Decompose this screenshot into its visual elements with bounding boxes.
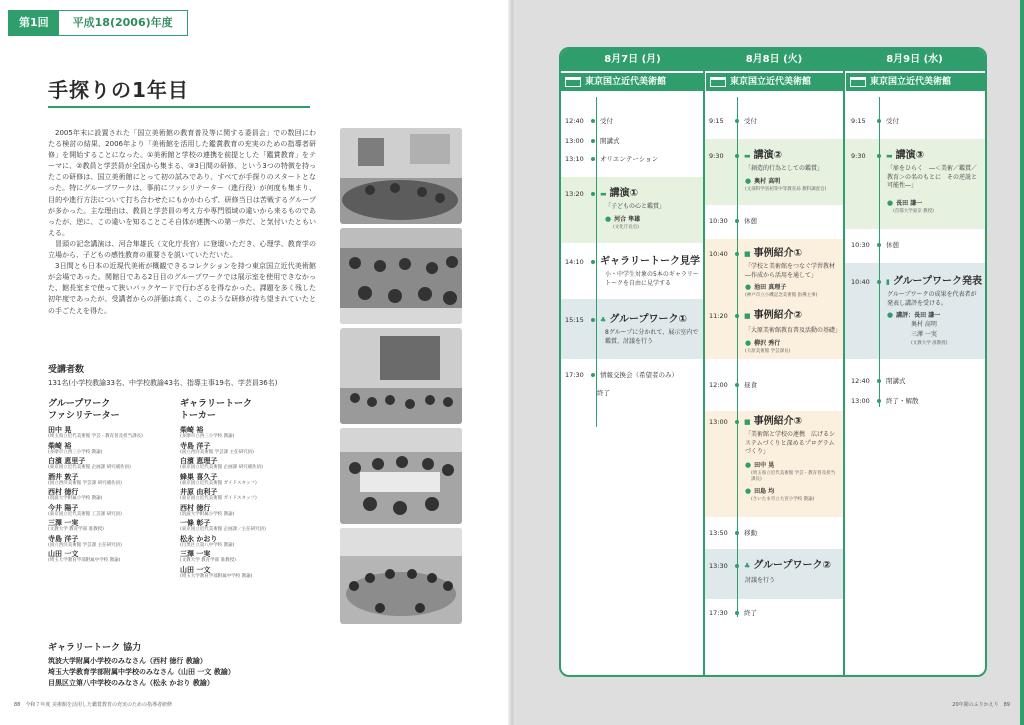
person-name: 西村 徳行 (48, 488, 79, 496)
reviewer-affiliation: (文教大学 准教授) (911, 341, 948, 346)
presentation-desc: グループワークの成果を代表者が発表し講評を受ける。 (887, 291, 977, 307)
person-name: 松永 かおり (180, 534, 218, 543)
person-affiliation: (多摩市立西三小学校 教諭) (48, 449, 103, 455)
person-name: 蜂巣 喜久子 (180, 472, 218, 481)
person-name: 井原 由利子 (180, 488, 218, 496)
groupwork-photo (340, 428, 462, 524)
gallery-talk: 14:10 ギャラリートーク見学 (565, 256, 700, 267)
attendees-heading: 受講者数 (48, 365, 85, 375)
person-name: 今井 陽子 (48, 503, 79, 512)
person-icon: ● (605, 215, 612, 223)
page-edge-tab (1020, 0, 1024, 725)
event-row: 10:30 休憩 (709, 217, 757, 225)
speaker: ● 長田 謙一 (887, 199, 923, 207)
speaker-affiliation: (文部科学省初等中等教育局 教科調査官) (745, 187, 827, 192)
timeline-line (737, 97, 738, 617)
page-footer-left: 88 今和７年度 美術館を活用した鑑賞教育の充実のための指導者研修 (14, 702, 172, 708)
case-study-1: 10:40 ■ 事例紹介① (709, 248, 803, 259)
person-affiliation: (東京国立近代美術館 工芸課 研究員) (48, 511, 122, 517)
chart-icon: ▮ (886, 278, 890, 286)
day-header-1: 8月7日 (月) (561, 49, 704, 71)
speaker-affiliation: (大原美術館 学芸課長) (745, 349, 791, 354)
lecture-photo (340, 228, 462, 324)
event-row: 12:40 受付 (565, 117, 613, 125)
paragraph: 冒頭の記念講演は、河合隼雄氏（文化庁長官）に登壇いただき、心理学、教育学の立場から、子どもの感性教育の重要さを説いていただいた。 (48, 239, 316, 260)
book-icon: ■ (744, 250, 751, 258)
museum-icon (565, 77, 581, 87)
person-name: 山田 一文 (48, 550, 79, 558)
event-row: 12:00 昼食 (709, 381, 757, 389)
person-icon: ● (745, 339, 752, 347)
case-study-2: 11:20 ■ 事例紹介② (709, 310, 803, 321)
person-name: 寺島 洋子 (180, 441, 211, 450)
schedule-table (559, 47, 987, 677)
event-row: 9:15 受付 (709, 117, 757, 125)
speech-icon: ▬ (600, 190, 607, 198)
lecture-title: 「扉をひらく ―＜美術／鑑賞／教育＞の名のもとに その逆説と可能性―」 (887, 165, 978, 189)
person-name: 柴崎 裕 (180, 426, 204, 434)
presentation: 10:40 ▮ グループワーク発表 (851, 276, 983, 287)
case-study-3: 13:00 ■ 事例紹介③ (709, 416, 803, 427)
groupwork-block (705, 549, 843, 599)
session-tag (8, 10, 188, 36)
speaker: ● 河合 隼雄 (605, 215, 641, 223)
person-name: 一條 彰子 (180, 519, 211, 527)
lecture-title: 「創造的行為としての鑑賞」 (745, 165, 824, 172)
day-header-2: 8月8日 (火) (704, 49, 844, 71)
person-name: 白濱 恵理子 (180, 457, 218, 465)
page-footer-right: 20年間のふりかえり 89 (952, 702, 1010, 708)
session-number: 第1回 (9, 11, 59, 35)
person-affiliation: (国立西洋美術館 学芸課 主任研究員) (48, 542, 122, 548)
speaker-affiliation: (首都大学東京 教授) (893, 209, 934, 214)
speech-icon: ▬ (744, 152, 751, 160)
person-name: 田中 晃 (48, 426, 72, 434)
person-icon: ● (887, 311, 894, 319)
person-affiliation: (東京国立近代美術館 ガイドスタッフ) (180, 496, 257, 501)
person-affiliation: (筑波大学附属小学校 教諭) (48, 496, 103, 501)
person-icon: ● (745, 177, 752, 185)
discussion-photo (340, 528, 462, 624)
person-affiliation: (埼玉大学教育学部附属中学校 教諭) (180, 573, 253, 579)
workshop-photo (340, 128, 462, 224)
gallery-talk-desc: 小・中学生対象の5本のギャラリートークを自由に見学する (605, 271, 699, 287)
gallery-talkers-heading: ギャラリートーク トーカー (180, 399, 253, 421)
timeline-line (879, 97, 880, 407)
person-name: 白濱 恵里子 (48, 457, 86, 465)
person-affiliation: (東京国立近代美術館 企画課 研究補佐員) (180, 465, 263, 470)
groupwork-desc: 討議を行う (745, 577, 776, 584)
page-gutter (508, 0, 516, 725)
person-affiliation: (文教大学 教育学部 准教授) (180, 558, 236, 563)
paragraph: 3日間とも日本の近現代美術が概観できるコレクションを持つ東京国立近代美術館が会場であった。関館日である2日目のグループワークでは展示室を使用できなかった、館長室まで使って狭いバックヤードで行わざるを得なかった。課題を多く残した初年度であったが、受講者からの評価は高く、このような研修が待ち望まれていたとの手ごたえを得た。 (48, 262, 316, 315)
case-study-title: 「大原美術館教育普及活動の基礎」 (745, 327, 842, 334)
person-affiliation: (東京国立近代美術館 企画課／主任研究員) (180, 527, 266, 532)
groupwork-desc: 8グループに分かれて、展示室内で鑑賞、討議を行う (605, 329, 699, 345)
museum-icon (710, 77, 726, 87)
session-year: 平成18(2006)年度 (59, 11, 187, 35)
event-row: 13:50 移動 (709, 529, 757, 537)
speaker: ● 池田 真理子 (745, 283, 787, 291)
day-header-3: 8月9日 (水) (844, 49, 985, 71)
person-affiliation: (筑波大学附属小学校 教諭) (180, 511, 235, 517)
event-row: 13:00 終了・解散 (851, 397, 919, 405)
venue-label-1: 東京国立近代美術館 (561, 73, 704, 91)
event-row: 10:30 休憩 (851, 241, 899, 249)
event-row: 12:40 閉講式 (851, 377, 906, 385)
group-icon: ♣ (744, 562, 751, 570)
event-row: 17:30 情報交換会（希望者のみ） (565, 371, 678, 379)
attendees-count: 131名(小学校教諭33名、中学校教諭43名、指導主事19名、学芸員36名) (48, 379, 278, 387)
person-affiliation: (埼玉県立近代美術館 学芸・教育普及担当課長) (48, 434, 143, 439)
facilitators-heading: グループワーク ファシリテーター (48, 399, 120, 421)
speaker-affiliation: (さいたま市立大宮小学校 教諭) (751, 497, 815, 502)
person-icon: ● (745, 283, 752, 291)
person-name: 山田 一文 (180, 565, 211, 574)
person-affiliation: (目黒区立第八中学校 教諭) (180, 542, 235, 548)
person-name: 三澤 一実 (48, 519, 79, 527)
speech-icon: ▬ (886, 152, 893, 160)
person-name: 柴崎 裕 (48, 441, 72, 450)
person-affiliation: (多摩市立西三小学校 教諭) (180, 434, 235, 439)
person-icon: ● (887, 199, 894, 207)
person-name: 寺島 洋子 (48, 534, 79, 543)
person-affiliation: (文教大学 教育学部 准教授) (48, 527, 104, 532)
paragraph: 2005年末に設置された「国立美術館の教育普及等に関する委員会」での数回にわたる検討の結果、2006年より「美術館を活用した鑑賞教育の充実のための指導者研修」を開始することになった。①美術館と学校の連携を前提とした「鑑賞教育」をテーマに、②教員と学芸員が全国から集まる、③3日間の研修、という3つの特徴を持ったこの研修は、国立美術館にとって初の試みであり、すべてが手探りのスタートとなった。特にグループワークは、事前にファシリテーター（進行役）が何度も集まり、目的や進行方法について打ち合わせたにもかかわらず、研修当日は苦戦するグループが多かった。主な理由は、教員と学芸員の考え方や専門領域の違いから来るものであったが、逆に、この違いを知ることこそ自体が連携への第一歩だ、と気付いたともいえる。 (48, 129, 316, 237)
lecture-3: 9:30 ▬ 講演③ (851, 150, 925, 161)
person-affiliation: (東京国立近代美術館 企画課 研究補佐員) (48, 465, 131, 470)
group-icon: ♣ (600, 316, 607, 324)
event-row: 9:15 受付 (851, 117, 899, 125)
museum-icon (850, 77, 866, 87)
groupwork-2: 13:30 ♣ グループワーク② (709, 560, 831, 571)
person-affiliation: (国立西洋美術館 学芸課 主任研究員) (180, 449, 254, 455)
gallery-photo (340, 328, 462, 424)
cooperation-item: 目黒区立第八中学校のみなさん（松永 かおり 教諭） (48, 679, 214, 687)
cooperation-item: 埼玉大学教育学部附属中学校のみなさん（山田 一文 教諭） (48, 668, 235, 676)
groupwork-1: 15:15 ♣ グループワーク① (565, 314, 687, 325)
lecture-1: 13:20 ▬ 講演① (565, 188, 639, 199)
case-study-title: 「学校と美術館をつなぐ学習教材―作成から活用を通して」 (745, 263, 836, 279)
page-title: 手探りの1年目 (48, 78, 189, 102)
event-row: 13:10 オリエンテーション (565, 155, 659, 163)
speaker-affiliation: (埼玉県立近代美術館 学芸・教育普及担当課長) (751, 471, 836, 482)
person-affiliation: (国立西洋美術館 学芸課 研究補佐員) (48, 480, 122, 486)
speaker: ● 奥村 高明 (745, 177, 781, 185)
speaker: ● 田島 均 (745, 487, 775, 495)
person-name: 酒井 敦子 (48, 472, 79, 481)
lecture-title: 「子どもの心と鑑賞」 (605, 203, 666, 210)
reviewer: 三澤 一実 (911, 331, 937, 338)
cooperation-heading: ギャラリートーク 協力 (48, 643, 142, 653)
venue-label-2: 東京国立近代美術館 (706, 73, 844, 91)
book-icon: ■ (744, 312, 751, 320)
body-text (48, 128, 316, 317)
reviewer: 奥村 高明 (911, 321, 937, 328)
book-icon: ■ (744, 418, 751, 426)
event-row: 終了 (597, 389, 610, 397)
event-row: 17:30 終了 (709, 609, 757, 617)
speaker: ● 柳沢 秀行 (745, 339, 781, 347)
case-study-title: 「美術館と学校の連携 広げるシステムづくりと深めるプログラムづくり」 (745, 431, 836, 455)
speaker-affiliation: (神戸市立小磯記念美術館 指導主事) (745, 293, 818, 298)
venue-label-3: 東京国立近代美術館 (846, 73, 985, 91)
person-name: 西村 徳行 (180, 503, 211, 512)
gallery-talkers-list (180, 398, 305, 581)
event-row: 13:00 開講式 (565, 137, 620, 145)
person-affiliation: (埼玉大学教育学部附属中学校 教諭) (48, 558, 121, 563)
reviewer: ● 講評：長田 謙一 (887, 311, 941, 319)
speaker-affiliation: (文化庁長官) (613, 225, 640, 230)
speaker: ● 田中 晃 (745, 461, 775, 469)
cooperation-item: 筑波大学附属小学校のみなさん（西村 徳行 教諭） (48, 657, 207, 665)
person-affiliation: (東京国立近代美術館 ガイドスタッフ) (180, 480, 257, 486)
lecture-2: 9:30 ▬ 講演② (709, 150, 783, 161)
facilitators-list (48, 398, 173, 566)
person-icon: ● (745, 461, 752, 469)
person-name: 三澤 一実 (180, 550, 211, 558)
title-rule (48, 106, 310, 108)
person-icon: ● (745, 487, 752, 495)
